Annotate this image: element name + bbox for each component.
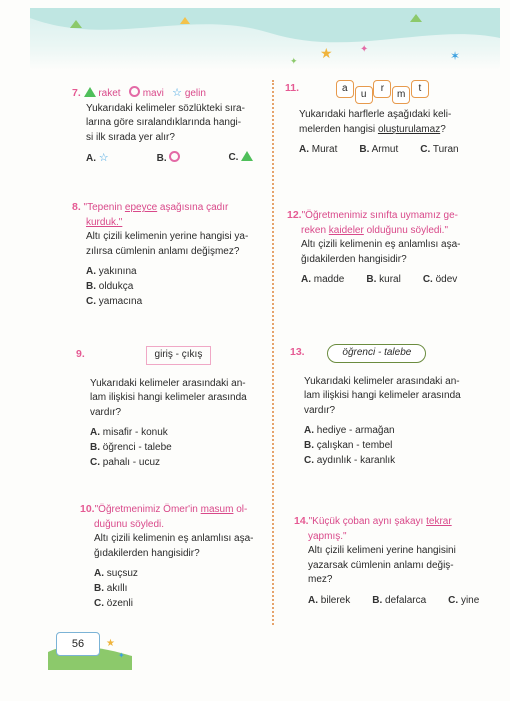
question-10 [80, 502, 270, 611]
letter-tile: t [411, 80, 429, 98]
q8-line: Altı çizili kelimenin yerine hangisi ya- [86, 231, 249, 243]
q10-line: Altı çizili kelimenin eş anlamlısı aşa- [94, 533, 254, 545]
q13-line: Yukarıdaki kelimeler arasındaki an- [304, 375, 460, 387]
question-9 [76, 342, 266, 470]
q8-number: 8. [72, 201, 81, 213]
q9-option-c[interactable]: C. pahalı - ucuz [90, 456, 161, 468]
question-8 [72, 200, 262, 309]
q11-body [285, 108, 485, 158]
q10-quote-line: duğunu söyledi. [94, 518, 165, 530]
q14-line: yazarsak cümlenin anlamı değiş- [308, 559, 454, 571]
svg-text:✦: ✦ [360, 44, 369, 55]
q11-header [285, 80, 485, 98]
q8-body [72, 216, 262, 310]
q10-quote-part: ol- [233, 504, 248, 515]
q11-number: 11. [285, 82, 300, 94]
q10-options [94, 567, 270, 611]
star-icon: ☆ [172, 87, 183, 99]
q12-number: 12. [287, 209, 302, 221]
q10-option-a[interactable]: A. suçsuz [94, 568, 138, 580]
q7-option-a[interactable]: A. ☆ [86, 152, 109, 165]
svg-text:✦: ✦ [118, 651, 125, 660]
q13-line: vardır? [304, 404, 336, 416]
q7-line: Yukarıdaki kelimeler sözlükteki sıra- [86, 102, 245, 114]
letter-tile: u [355, 86, 373, 104]
q7-words [72, 86, 262, 102]
star-icon: ☆ [98, 152, 109, 165]
q7-option-b[interactable]: B. [157, 151, 181, 167]
letter-tile: a [336, 80, 354, 98]
q11-underlined-word: oluşturulamaz [377, 123, 441, 135]
q8-option-a[interactable]: A. yakınına [86, 266, 137, 278]
q14-option-a[interactable]: A. bilerek [308, 594, 351, 606]
q10-underlined-word: masum [200, 504, 234, 515]
question-13 [290, 344, 490, 468]
q8-options [86, 265, 262, 309]
q14-options [308, 594, 494, 609]
svg-text:✶: ✶ [450, 49, 461, 63]
q7-options [86, 151, 262, 167]
q13-number: 13. [290, 346, 305, 358]
question-12 [287, 208, 487, 288]
q13-option-c[interactable]: C. aydınlık - karanlık [304, 454, 396, 466]
q9-options [90, 426, 266, 470]
q13-option-a[interactable]: A. hediye - armağan [304, 425, 395, 437]
q14-line: mez? [308, 574, 333, 586]
q11-letter-tiles [336, 80, 427, 98]
q9-header [76, 342, 266, 365]
q13-line: lam ilişkisi hangi kelimeler arasında [304, 390, 461, 402]
q7-text [72, 102, 262, 167]
q8-quote-line: kurduk." [86, 216, 123, 228]
q7-line: si ilk sırada yer alır? [86, 131, 175, 143]
svg-text:★: ★ [320, 45, 333, 61]
q12-options [301, 273, 487, 288]
circle-icon [169, 151, 180, 162]
q12-option-a[interactable]: A. madde [301, 274, 345, 286]
q12-body [287, 224, 487, 288]
q9-number: 9. [76, 348, 85, 360]
q14-body [294, 530, 494, 609]
q13-header [290, 344, 490, 363]
q12-underlined-word: kaideler [328, 224, 364, 236]
q7-option-c[interactable]: C. [228, 151, 253, 167]
q7-word-3: gelin [184, 88, 206, 99]
q12-line: ğıdakilerden hangisidir? [301, 253, 407, 265]
q11-option-c[interactable]: C. Turan [420, 144, 459, 156]
q14-number: 14. [294, 515, 309, 527]
q8-option-c[interactable]: C. yamacına [86, 295, 143, 307]
q10-number: 10. [80, 503, 95, 515]
q11-options [299, 143, 485, 158]
q11-option-a[interactable]: A. Murat [299, 144, 338, 156]
q13-body [290, 375, 490, 469]
q8-quote [72, 200, 262, 216]
triangle-icon [84, 87, 96, 97]
q9-option-a[interactable]: A. misafir - konuk [90, 427, 168, 439]
q8-option-b[interactable]: B. oldukça [86, 280, 134, 292]
q14-line: Altı çizili kelimeni yerine hangisini [308, 545, 456, 557]
circle-icon [129, 86, 140, 97]
letter-tile: r [373, 80, 391, 98]
q8-quote-part: aşağısına çadır [157, 202, 229, 213]
svg-text:★: ★ [106, 638, 115, 649]
q7-number: 7. [72, 87, 81, 99]
q12-quote [287, 208, 487, 224]
column-divider [272, 80, 274, 625]
q9-line: lam ilişkisi hangi kelimeler arasında [90, 392, 247, 404]
q10-option-c[interactable]: C. özenli [94, 597, 133, 609]
q13-options [304, 424, 490, 468]
q14-option-c[interactable]: C. yine [448, 594, 480, 606]
q14-quote [294, 514, 494, 530]
q7-word-1: raket [98, 88, 121, 99]
q14-quote-part: "Küçük çoban aynı şakayı [308, 516, 427, 527]
triangle-icon [241, 151, 253, 161]
q9-word-box: giriş - çıkış [146, 346, 212, 365]
q10-quote [80, 502, 270, 518]
q12-option-c[interactable]: C. ödev [422, 274, 458, 286]
q14-underlined-word: tekrar [426, 516, 452, 527]
q11-option-b[interactable]: B. Armut [359, 144, 399, 156]
q13-scroll: öğrenci - talebe [327, 344, 426, 363]
question-7 [72, 86, 262, 167]
decorative-banner [30, 8, 500, 70]
q10-line: ğıdakilerden hangisidir? [94, 547, 200, 559]
q12-option-b[interactable]: B. kural [366, 274, 401, 286]
q9-body [76, 377, 266, 471]
question-14 [294, 514, 494, 609]
q12-quote-part: "Öğretmenimiz sınıfta uymamız ge- [301, 210, 458, 221]
q7-line: larına göre sıralandıklarında hangi- [86, 117, 242, 129]
q9-option-b[interactable]: B. öğrenci - talebe [90, 441, 172, 453]
q10-body [80, 518, 270, 612]
q12-line: Altı çizili kelimenin eş anlamlısı aşa- [301, 239, 461, 251]
q12-quote-line: reken kaideler olduğunu söyledi." [301, 224, 448, 236]
letter-tile: m [392, 86, 410, 104]
q10-quote-part: "Öğretmenimiz Ömer'in [94, 504, 201, 515]
q8-line: zılırsa cümlenin anlamı değişmez? [86, 245, 240, 257]
banner-wave-icon [30, 8, 500, 70]
q10-option-b[interactable]: B. akıllı [94, 582, 128, 594]
q8-quote-part: "Tepenin [83, 202, 125, 213]
q11-line: Yukarıdaki harflerle aşağıdaki keli- [299, 109, 452, 120]
page-number: 56 [56, 632, 100, 656]
q11-line: melerden hangisi oluşturulamaz? [299, 123, 446, 135]
q8-underlined-word: epeyce [124, 202, 158, 213]
q14-option-b[interactable]: B. defalarca [372, 594, 427, 606]
q9-line: Yukarıdaki kelimeler arasındaki an- [90, 377, 246, 389]
q13-option-b[interactable]: B. çalışkan - tembel [304, 439, 393, 451]
q14-quote-line: yapmış." [308, 530, 347, 542]
q7-word-2: mavi [142, 88, 164, 99]
svg-text:✦: ✦ [290, 56, 298, 66]
question-11 [285, 80, 485, 158]
q9-line: vardır? [90, 406, 122, 418]
